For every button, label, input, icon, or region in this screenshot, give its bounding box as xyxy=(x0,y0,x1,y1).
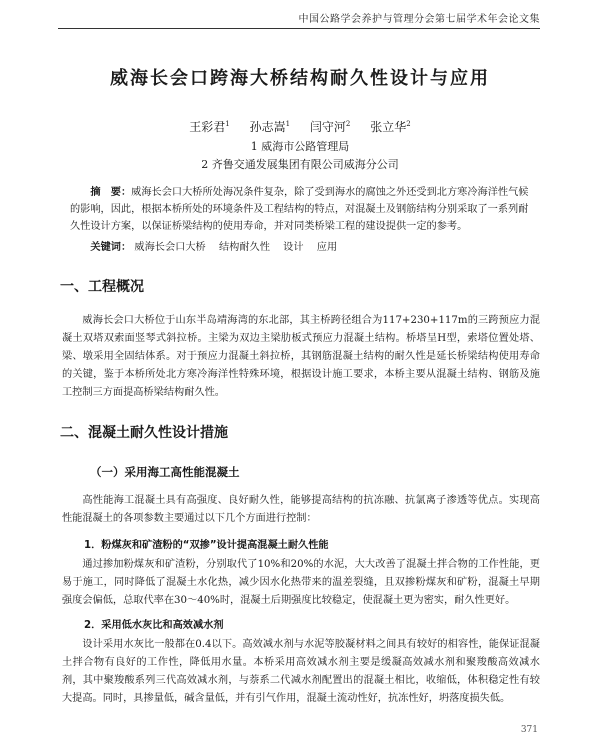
keyword: 设计 xyxy=(283,242,304,253)
subsubsection-1-paragraph: 通过掺加粉煤灰和矿渣粉，分别取代了10%和20%的水泥，大大改善了混凝土拌合物的工作性能，更易于施工，同时降低了混凝土水化热，减少因水化热带来的温差裂缝，且双掺粉煤灰和矿粉，混凝土早期强度会偏低，总取代率在30～40%时，混凝土后期强度比较稳定，使混凝土更为密实，耐久性更好。 xyxy=(62,559,540,606)
author: 张立华$^2$ xyxy=(370,120,411,134)
section-heading-2: 二、混凝土耐久性设计措施 xyxy=(60,425,228,441)
keyword: 结构耐久性 xyxy=(218,242,270,253)
abstract-text: 威海长会口大桥所处海况条件复杂，除了受到海水的腐蚀之外还受到北方寒冷海洋性气候的影响，因此，根据本桥所处的环境条件及工程结构的特点，对混凝土及钢筋结构分别采取了一系列耐久性设计方案，以保证桥梁结构的使用寿命，并对同类桥梁工程的建设提供一定的参考。 xyxy=(70,187,529,232)
abstract-label: 摘 要： xyxy=(90,187,132,198)
paper-title: 威海长会口跨海大桥结构耐久性设计与应用 xyxy=(110,68,490,89)
section-heading-1: 一、工程概况 xyxy=(60,279,144,295)
abstract xyxy=(70,184,532,235)
affiliation-1: 1 威海市公路管理局 xyxy=(250,140,350,153)
header-rule xyxy=(58,28,540,29)
page-number: 371 xyxy=(520,725,538,735)
keywords xyxy=(70,238,532,253)
affiliation-2: 2 齐鲁交通发展集团有限公司威海分公司 xyxy=(201,158,399,171)
section-1-paragraph: 威海长会口大桥位于山东半岛靖海湾的东北部，其主桥跨径组合为117+230+117m的三跨预应力混凝土双塔双索面竖琴式斜拉桥。主梁为双边主梁肋板式预应力混凝土结构。桥塔呈H型，索塔位置处塔、梁、墩采用全固结体系。对于预应力混凝土斜拉桥，其钢筋混凝土结构的耐久性是延长桥梁结构使用寿命的关键，鉴于本桥所处北方寒冷海洋性特殊环境，根据设计施工要求，本桥主要从混凝土结构、钢筋及施工控制三方面提高桥梁结构耐久性。 xyxy=(62,315,540,398)
author-list xyxy=(0,118,600,135)
author: 孙志嵩$^1$ xyxy=(249,120,291,134)
subsection-heading: （一）采用海工高性能混凝土 xyxy=(90,465,240,479)
subsubsection-2-paragraph: 设计采用水灰比一般都在0.4以下。高效减水剂与水泥等胶凝材料之间具有较好的相容性，能保证混凝土拌合物有良好的工作性，降低用水量。本桥采用高效减水剂主要是缓凝高效减水剂和聚羧酸高效减水剂，其中聚羧酸系列三代高效减水剂，与萘系二代减水剂配置出的混凝土相比，收缩低，体积稳定性有较大提高。同时，具掺量低，碱含量低，并有引气作用，混凝土流动性好，抗冻性好，坍落度损失低。 xyxy=(62,639,540,704)
subsubsection-heading-2: 2．采用低水灰比和高效减水剂 xyxy=(84,620,224,631)
author: 闫守河$^2$ xyxy=(309,120,351,134)
subsubsection-heading-1: 1．粉煤灰和矿渣粉的“双掺”设计提高混凝土耐久性能 xyxy=(84,540,329,551)
keyword: 威海长会口大桥 xyxy=(134,242,206,253)
running-header: 中国公路学会养护与管理分会第七届学术年会论文集 xyxy=(298,14,540,25)
subsection-paragraph: 高性能海工混凝土具有高强度、良好耐久性，能够提高结构的抗冻融、抗氯离子渗透等优点。实现高性能混凝土的各项参数主要通过以下几个方面进行控制： xyxy=(62,495,540,524)
keyword: 应用 xyxy=(316,242,338,253)
keywords-label: 关键词： xyxy=(90,242,132,253)
author: 王彩君$^1$ xyxy=(189,120,230,134)
